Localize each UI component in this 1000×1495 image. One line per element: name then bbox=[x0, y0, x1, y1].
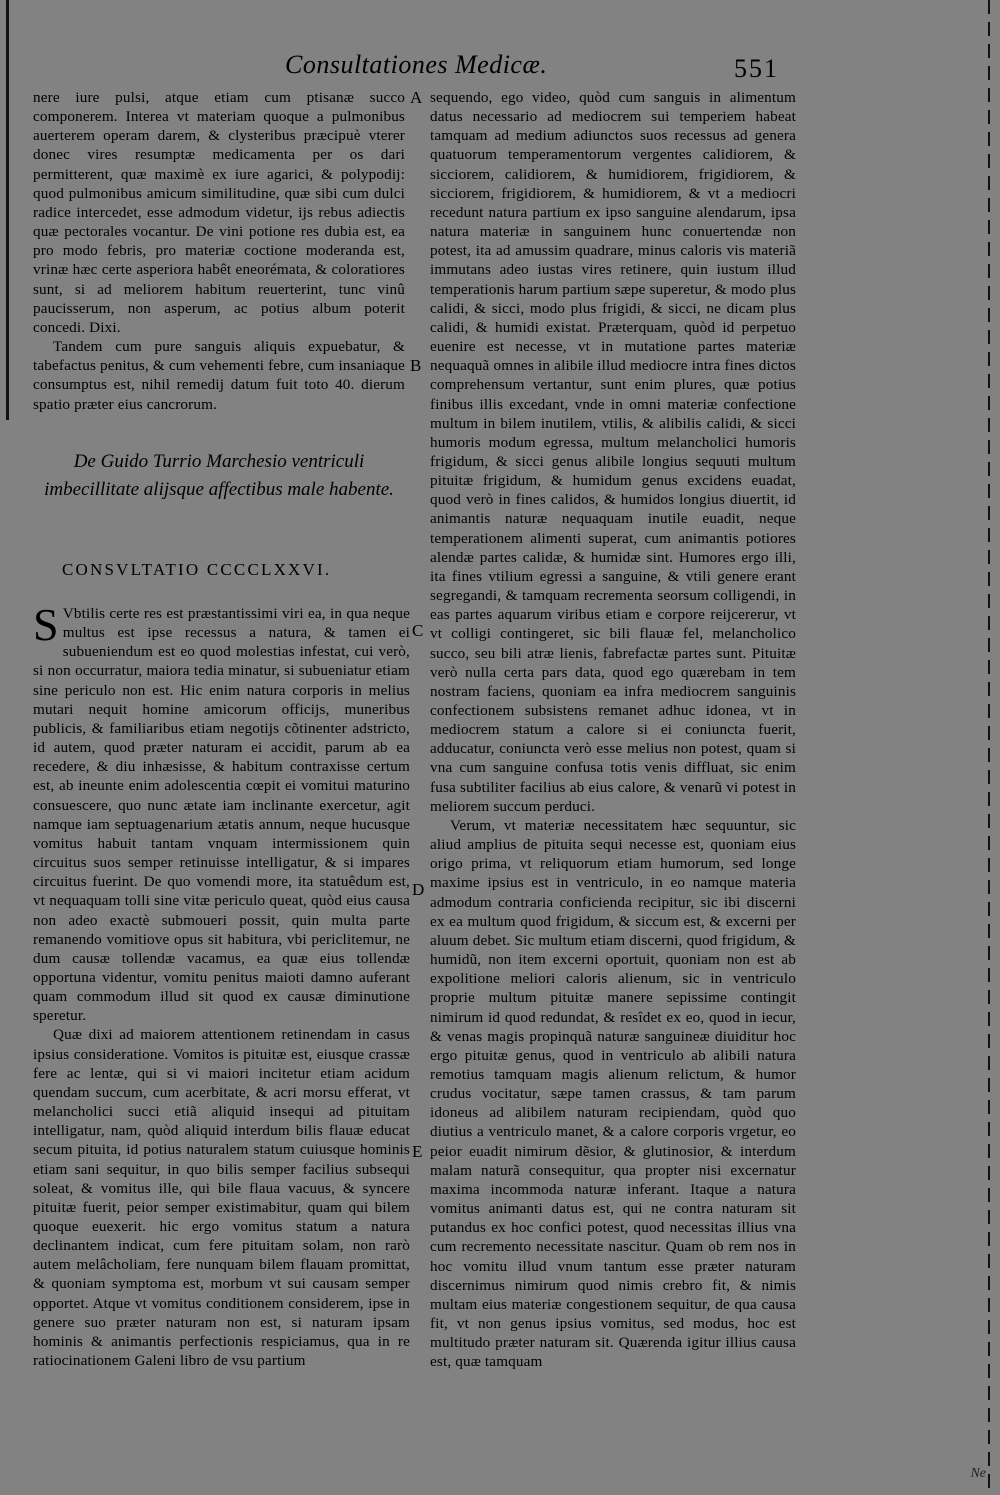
running-title: Consultationes Medicæ. bbox=[285, 50, 548, 79]
margin-letter-d: D bbox=[412, 880, 425, 899]
page-number: 551 bbox=[734, 54, 779, 83]
paragraph: nere iure pulsi, atque etiam cum ptisanæ succo componerem. Interea vt materiam quoque a pulmonibus auerterem operam darem, & clysteribus præcipuè vterer donec vires resumptæ medicamenta per os dari permitterent, quæ maximè ex iure agarici, & polypodij: quod pulmonibus amicum similitudine, quæ sibi cum dulci radice intercedet, esse admodum videtur, ijs rebus adiectis quæ pectorales vocantur. De vini potione res dubia est, ea pro modo febris, pro materiæ coctione moderanda est, vrinæ hæc certe asperiora habêt eneorémata, & coloratiores sunt, si ad meliorem habitum reuerterint, tunc vinû paucisserum, non asperum, ac potius album poterit concedi. Dixi. bbox=[33, 89, 405, 336]
paragraph: sequendo, ego video, quòd cum sanguis in alimentum datus necessario ad mediocrem sui temperiem habeat tamquam ad medium adiunctos suos recessus ad genera quatuorum temperamentorum vergentes calidiorem, & sicciorem, calidiorem, & humidiorem, frigidiorem, & sicciorem, frigidiorem, & humidiorem, & vt a mediocri recedunt natura partium ex ipso sanguine alendarum, ipsa natura materiæ in sanguinem hunc conuertendæ non potest, ita ad amussim quadrare, minus caloris vis materiã immutans adeo iustas vires retinere, quin iustum illud temperationis harum partium sæpe superetur, & modo plus calidi, & sicci, modo plus frigidi, & sicci, ne dicam plus calidi, & humidi existat. Præterquam, quòd id perpetuo euenire est necesse, vt in mutatione partes materiæ nequaquã omnes in alibile illud mediocre intra fines dictos comprehensum vertantur, sunt enim plures, quæ potius finibus illis excedant, vnde in omni materiæ confectione multum in bilem inutilem, vtilis, & alibilis calidi, & sicci humoris modum egressa, multum melancholici humoris frigidum, & sicci genus alibile longius sequuti multum pituitæ frigidum, & humidum genus excidens euadat, quod verò in fines calidos, & humidos longius diuertit, id animantis naturæ nequaquam inutile euadit, neque temperationem alimenti superat, cum animantis potiores alendæ partes calidæ, & humidæ sint. Humores ergo illi, ita fines vtilium egressi a sanguine, & vtili genere erant segregandi, & tamquam recrementa seorsum colligendi, in eas partes aquarum viribus etiam e corpore reijcererur, vt vt colligi contingeret, sic bili flauæ fel, melancholico succo, seu bili atræ lienis, fabrefactæ partes sunt. Pituitæ verò nulla certa pars data, quod ego quærebam in tem nostram faciens, quoniam ea infra mediocrem sanguinis confectionem subsistens remanet adhuc idonea, vt in mediocrem statum a calore si ei coniuncta fuerit, adducatur, coniuncta verò esse melius non potest, quam si vna cum sanguine confusa totis venis diffluat, sic enim fusa subtiliter facilius ab eius calore, & venarũ vi potest in meliorem succum perduci. bbox=[430, 89, 796, 815]
margin-letter-c: C bbox=[412, 621, 424, 640]
case-heading: De Guido Turrio Marchesio ventriculi imbecillitate alijsque affectibus male habente. bbox=[44, 451, 394, 500]
page-edge-right bbox=[988, 0, 990, 1495]
margin-letter-b: B bbox=[410, 356, 422, 375]
page-edge-left bbox=[6, 0, 9, 420]
margin-letter-a: A bbox=[410, 88, 423, 107]
margin-letter-e: E bbox=[412, 1142, 423, 1161]
paragraph bbox=[33, 604, 410, 1025]
footer-mark: Ne bbox=[970, 1466, 986, 1481]
paragraph: Tandem cum pure sanguis aliquis expuebatur, & tabefactus penitus, & cum vehementi febre, cum insaniaque consumptus est, nihil remedij datum fuit toto 40. dierum spatio præter eius cancrorum. bbox=[33, 338, 405, 413]
paragraph-text: Vbtilis certe res est præstantissimi viri ea, in qua neque multus est ipse recessus a natura, & tamen ei subueniendum est eo quod molestias infestat, cui verò, si non occurratur, maiora tedia minatur, si subueniatur etiam sine periculo non est. Hic enim natura corporis in melius mutari nequit homine amicorum officijs, muneribus publicis, & familiaribus etiam negotijs cõtinenter adstricto, id autem, quod præter naturam ei accidit, parum ab ea recedere, & diu inhæsisse, & habitum contraxisse certum est, ab ineunte enim adolescentia cœpit ei vomitui maturino consuescere, quo nunc ætate iam inclinante exercetur, agit namque iam septuagenarium ætatis annum, neque hucusque vomitus habuit tantam vnquam intermissionem quin circuitus suos semper retinuisse intelligatur, & si impares circuitus fuerint. De quo vomendi more, ita statuêdum est, vt nequaquam tolli sine vitæ periculo queat, quòd eius causa non adeo exactè submoueri possit, quin multa parte remanendo vomitiove opus sit habitura, vbi periclitemur, ne dum causæ tollendæ vacamus, ea quæ eius tollendæ opportuna videntur, vomitu penitus maioti damno auferant quam commodum illud sit quod ex causæ diminutione speretur. bbox=[33, 605, 410, 1025]
left-column-main bbox=[33, 604, 410, 1399]
paragraph: Verum, vt materiæ necessitatem hæc sequuntur, sic aliud amplius de pituita sequi necesse est, quoniam eius origo prima, vt reliquorum etiam humorum, sed longe maxime ipsius est in ventriculo, in eo namque materia admodum contraria conficienda recipitur, sic ibi discerni ex ea multum quod frigidum, & siccum est, & excerni per aluum debet. Sic multum etiam discerni, quod frigidum, & humidũ, non item excerni oportuit, quoniam non est ab expolitione meliori caloris alienum, sic in ventriculo proprie multum pituitæ manere sepissime contingit nimirum id quod redundat, & resîdet ex eo, quod in iecur, & venas magis propinquã naturæ sanguineæ diuiditur hoc ergo pituitæ genus, quod in ventriculo ab alibili natura remotius tamquam magis alienum relictum, & humor crudus vocitatur, sæpe tamen crassus, & tam parum idoneus ad alibilem naturam recipiendam, quòd quo diutius a ventriculo manet, & a calore corporis vrgetur, eo peior euadit nimirum dẽsior, & glutinosior, & interdum malam naturã consequitur, qua propter nisi excernatur maxima incommoda naturæ inferant. Itaque a natura vomitus animanti datus est, qui ne contra naturam sit putandus ex hoc confici potest, quod necessitas illius vna cum recremento necessitate nascitur. Quam ob rem nos in hoc vomitu illud vnum tantum esse præter naturam discernimus nimirum quod nimis crebro fit, & nimis multam eius materiæ congestionem sequitur, de qua causa fit, vt non genus ipsius vomitus, sed modus, hoc est multitudo præter naturam sit. Quærenda igitur illius causa est, quæ tamquam bbox=[430, 816, 796, 1371]
paragraph: Quæ dixi ad maiorem attentionem retinendam in casus ipsius consideratione. Vomitos is pituitæ est, eiusque crassæ fere ac lentæ, qui si vi maiori incitetur etiam acidum quendam succum, cum acerbitate, & acri morsu efferat, vt melancholici succi etiã aliquid insequi ad pituitam intelligatur, nam, quòd aliquid interdum bilis flauæ educat secum pituita, id potius naturalem statum cuiusque hominis etiam sani sequitur, in quo bilis semper facilius subsequi soleat, & vomitus ille, qui bile flaua vacuus, & syncere pituitæ fuerit, peior semper existimabitur, quam qui bilem quoque euexerit. hic ergo vomitus statum a natura declinantem indicat, cum fere pituitam solam, non rarò autem melâcholiam, fere nunquam bilem flauam promittat, & quoniam symptoma est, morbum vt sui causam semper opportet. Atque vt vomitus conditionem considerem, ipse in genere suo præter naturam non est, si naturam ipsam hominis & animantis perfectionis respiciamus, qua in re ratiocinationem Galeni libro de vsu partium bbox=[33, 1026, 410, 1370]
consultatio-label: CONSVLTATIO CCCCLXXVI. bbox=[62, 560, 332, 579]
right-column bbox=[430, 88, 796, 1408]
drop-cap: S bbox=[33, 604, 59, 650]
left-column-top bbox=[33, 88, 405, 418]
